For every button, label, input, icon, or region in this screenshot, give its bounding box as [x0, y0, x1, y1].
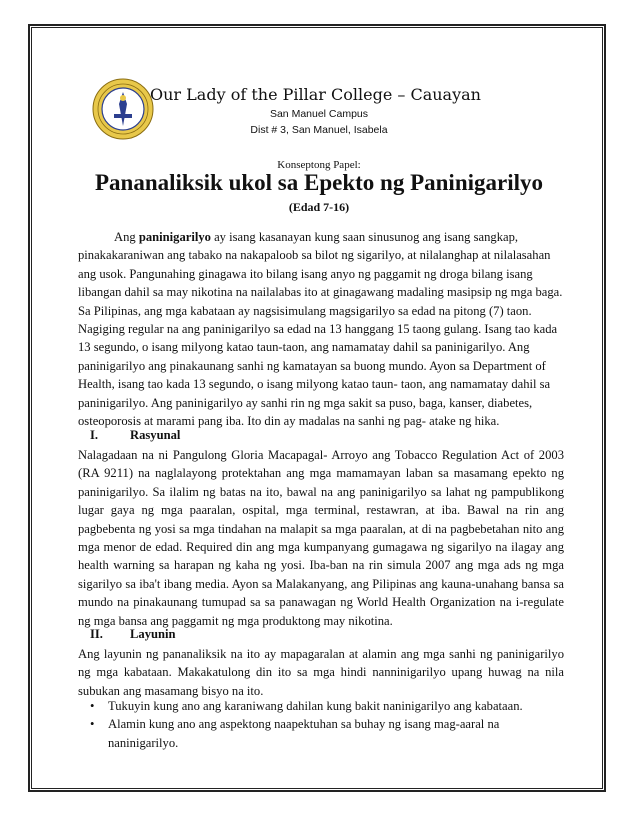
- age-range: (Edad 7-16): [288, 200, 350, 214]
- campus-name: San Manuel Campus: [269, 108, 369, 120]
- section-number: I.: [90, 428, 99, 442]
- rasyunal-paragraph: Nalagadaan na ni Pangulong Gloria Macapagal- Arroyo ang Tobacco Regulation Act of 2003 (RA 9211) na naglalayong protektahan ang mga mamamayan laban sa masamang epekto ng paninigarilyo. Sa ilalim ng batas na ito, bawal na ang paninigarilyo sa lahat ng pampublikong lugar gaya ng mga paaralan, ospital, mga terminal, restawran, at iba. Bawal na rin ang pagbebenta ng yosi sa mga tindahan na malapit sa mga paaralan, at di na pagbebetahan nito ang mga menor de edad. Required din ang mga kumpanyang gumagawa ng sigarilyo na ilagay ang health warning sa harapan ng kaha ng yosi. Iba-ban na rin simula 2007 ang mga ads ng mga sigarilyo sa iba't ibang media. Ayon sa Malakanyang, ang Pilipinas ang kauna-unahang bansa sa mundo na pinakaunang tumupad sa sa panawagan ng World Health Organization na i-regulate ng mga bansa ang paggamit ng mga produktong may nikotina.: [78, 448, 564, 628]
- bullet-icon: •: [90, 717, 95, 732]
- paper-type: Konseptong Papel:: [277, 159, 361, 171]
- bullet-icon: •: [90, 699, 95, 713]
- campus-address: Dist # 3, San Manuel, Isabela: [250, 124, 388, 136]
- section-number: II.: [90, 627, 103, 641]
- section-heading-layunin: [90, 627, 176, 642]
- college-name: Our Lady of the Pillar College – Cauayan: [150, 85, 481, 104]
- section-title: Rasyunal: [130, 428, 181, 442]
- section-title: Layunin: [130, 627, 176, 641]
- intro-term: paninigarilyo: [138, 230, 211, 244]
- intro-paragraph: [78, 228, 564, 430]
- intro-text: ay isang kasanayan kung saan sinusunog ang isang sangkap, pinakakaraniwan ang tabako na nakapaloob sa bilot ng sigarilyo, at nilalanghap at nilalasahan ang usok. Pangunahing ginagawa ito bilang isang anyo ng paggamit ng droga bilang isang libangan dahil sa may nikotina na nailalabas ito at ginagawang madaling masipsip ng mga baga. Sa Pilipinas, ang mga kabataan ay nagsisimulang magsigarilyo sa edad na pitong (7) taon. Nagiging regular na ang paninigarilyo sa edad na 13 hanggang 15 taong gulang. Isang tao kada 13 segundo, o isang milyong katao taun-taon, ang namamatay dahil sa paninigarilyo. Ang paninigarilyo ang pinakaunang sanhi ng kamatayan sa buong mundo. Ayon sa Department of Health, isang tao kada 13 segundo, o isang milyong katao taun- taon, ang namamatay dahil sa paninigarilyo. Ang paninigarilyo ay sanhi rin ng mga sakit sa puso, baga, kanser, diabetes, osteoporosis at marami pang iba. Ito din ay madalas na sanhi ng pag- atake ng hika.: [78, 230, 563, 429]
- section-heading-rasyunal: [90, 428, 180, 443]
- list-item: • Alamin kung ano ang aspektong naapektuhan sa buhay ng isang mag-aaral na naninigarilyo.: [90, 717, 500, 750]
- intro-lead: Ang: [114, 230, 139, 244]
- page-title: Pananaliksik ukol sa Epekto ng Paninigarilyo: [95, 170, 543, 195]
- list-item: • Tukuyin kung ano ang karaniwang dahilan kung bakit naninigarilyo ang kabataan.: [88, 697, 558, 715]
- objectives-list: [88, 697, 558, 752]
- layunin-paragraph: Ang layunin ng pananaliksik na ito ay mapagaralan at alamin ang mga sanhi ng paninigarilyo ng mga kabataan. Makakatulong din ito sa mga hindi nanninigarilyo upang huwag na nila subukan ang masamang bisyo na ito.: [78, 647, 564, 698]
